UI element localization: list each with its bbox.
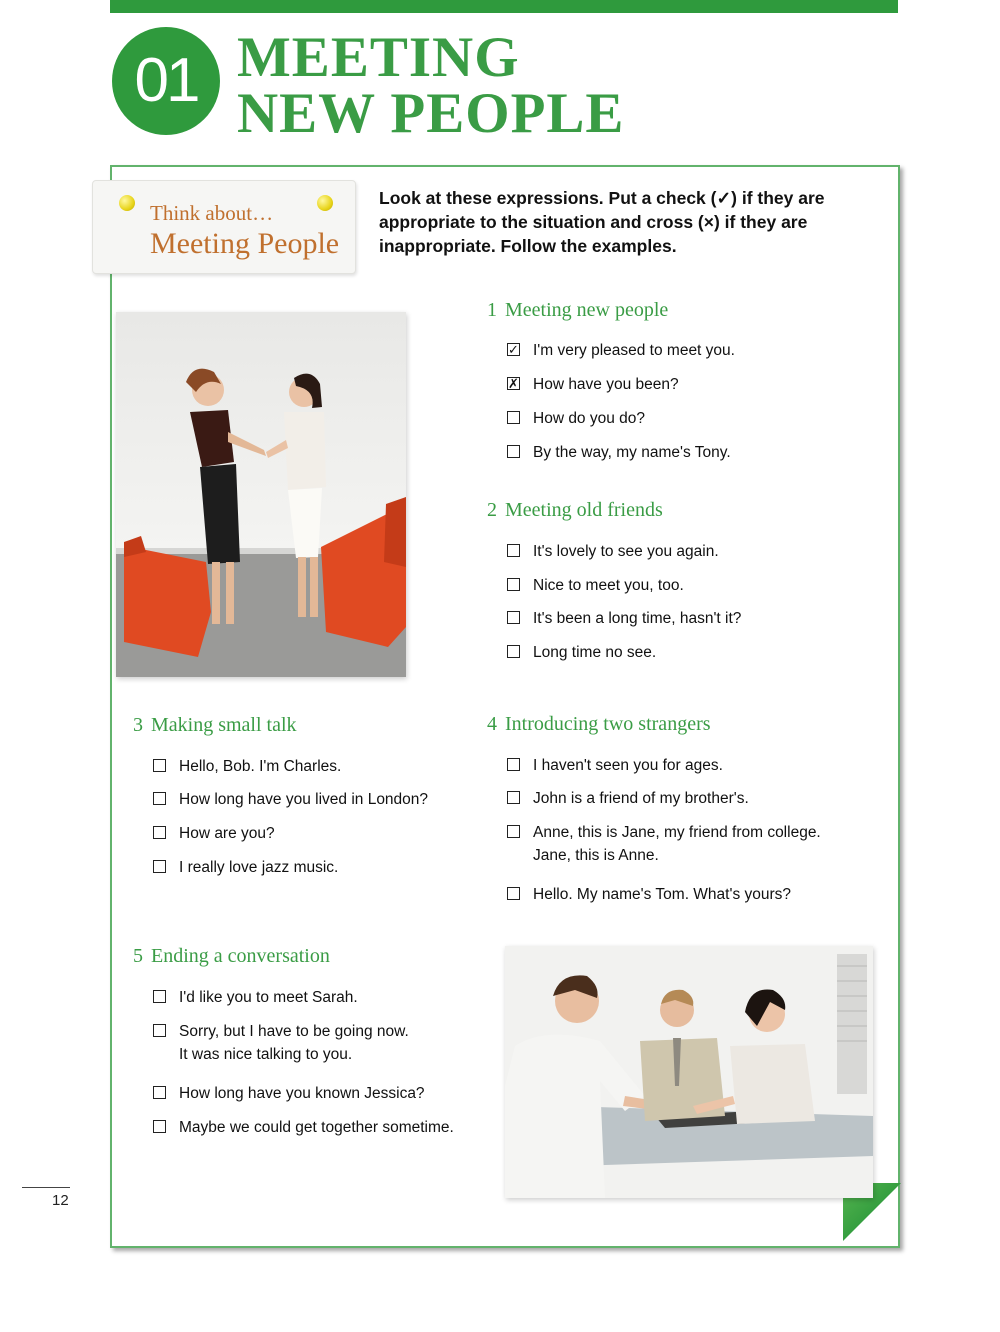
section-meeting-old-friends: 2 Meeting old friends It's lovely to see you again. Nice to meet you, too. It's been a long time, hasn't it? Long time no see. (487, 498, 867, 673)
section-heading: 1 Meeting new people (487, 299, 669, 321)
checkbox[interactable] (507, 791, 520, 804)
checkbox[interactable] (153, 1024, 166, 1037)
checkbox[interactable] (153, 759, 166, 772)
unit-title (237, 26, 625, 145)
pushpin-icon (317, 195, 333, 211)
checkbox[interactable] (507, 758, 520, 771)
note-heading-big: Meeting People (150, 227, 340, 260)
top-green-bar (110, 0, 898, 13)
photo-handshake-women (116, 312, 406, 677)
section-ending-a-conversation: 5 Ending a conversation I'd like you to meet Sarah. Sorry, but I have to be going now. It was nice talking to you. How long have you known Jessica? Maybe we could get together sometime. (133, 944, 493, 1144)
checkbox[interactable] (153, 826, 166, 839)
checkbox[interactable]: ✗ (508, 376, 519, 391)
page-number-rule (22, 1187, 70, 1188)
checkbox[interactable] (153, 792, 166, 805)
checkbox[interactable] (153, 1086, 166, 1099)
think-about-note (92, 180, 356, 274)
checkbox[interactable] (507, 887, 520, 900)
handshake-women-illustration (116, 312, 406, 677)
checkbox[interactable] (507, 611, 520, 624)
section-heading: 4 Introducing two strangers (487, 713, 711, 735)
exercise-instructions: Look at these expressions. Put a check (✓) if they are appropriate to the situation and cross (×) if they are inappropriate. Follow the examples. (379, 188, 825, 256)
checkbox[interactable] (507, 445, 520, 458)
checkbox[interactable] (153, 860, 166, 873)
section-heading: 2 Meeting old friends (487, 499, 663, 521)
unit-title-line-2: NEW PEOPLE (237, 82, 625, 145)
checkbox[interactable] (507, 825, 520, 838)
pushpin-icon (119, 195, 135, 211)
checkbox[interactable] (507, 411, 520, 424)
checkbox[interactable] (507, 544, 520, 557)
checkbox[interactable] (153, 990, 166, 1003)
checkbox[interactable] (153, 1120, 166, 1133)
page-number: 12 (52, 1192, 69, 1209)
checkbox[interactable] (507, 645, 520, 658)
section-heading: 3 Making small talk (133, 714, 297, 736)
note-heading-small: Think about… (150, 201, 274, 225)
unit-title-line-1: MEETING (237, 26, 520, 89)
photo-business-meeting (505, 946, 873, 1198)
section-meeting-new-people: 1 Meeting new people ✓ I'm very pleased to meet you. ✗ How have you been? How do you do? By the way, my name's Tony. (487, 298, 867, 473)
unit-number-badge: 01 (112, 27, 220, 135)
section-heading: 5 Ending a conversation (133, 945, 330, 967)
checkbox[interactable] (507, 578, 520, 591)
section-introducing-two-strangers: 4 Introducing two strangers I haven't seen you for ages. John is a friend of my brother's. Anne, this is Jane, my friend from college. Jane, this is Anne. Hello. My name's Tom. What's yours? (487, 712, 872, 912)
checkbox[interactable]: ✓ (508, 342, 519, 357)
section-making-small-talk: 3 Making small talk Hello, Bob. I'm Charles. How long have you lived in London? How are you? I really love jazz music. (133, 713, 473, 888)
business-meeting-illustration (505, 946, 873, 1198)
